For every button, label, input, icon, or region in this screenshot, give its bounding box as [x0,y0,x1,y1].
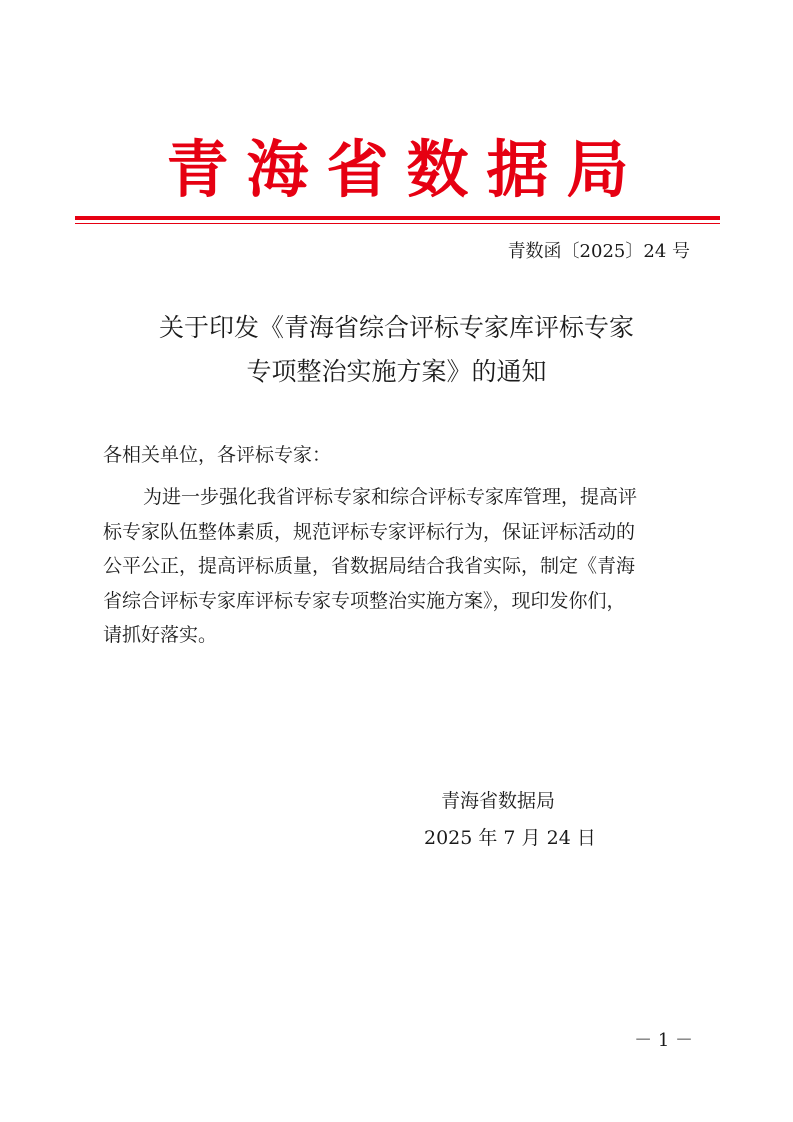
body-line-5: 请抓好落实。 [103,624,218,646]
body-line-2: 标专家队伍整体素质，规范评标专家评标行为，保证评标活动的 [103,520,636,543]
signature-date: 2025 年 7 月 24 日 [424,827,596,849]
page-number: － 1 － [634,1030,693,1051]
masthead-red-rule-thin [75,223,720,224]
body-line-3: 公平公正，提高评标质量，省数据局结合我省实际，制定《青海 [103,555,636,577]
body-line-4: 省综合评标专家库评标专家专项整治实施方案》，现印发你们， [103,589,626,612]
title-line-2: 专项整治实施方案》的通知 [246,357,547,386]
body-line-1: 为进一步强化我省评标专家和综合评标专家库管理，提高评 [143,486,638,508]
masthead-title: 青海省数据局 [166,133,647,206]
document-title [60,306,733,394]
salutation: 各相关单位，各评标专家： [103,444,332,466]
body-paragraph [103,480,695,653]
document-number: 青数函〔2025〕24 号 [507,241,690,262]
title-line-1: 关于印发《青海省综合评标专家库评标专家 [158,313,634,342]
masthead-red-rule-thick [75,216,720,220]
signature-organization: 青海省数据局 [441,790,556,812]
